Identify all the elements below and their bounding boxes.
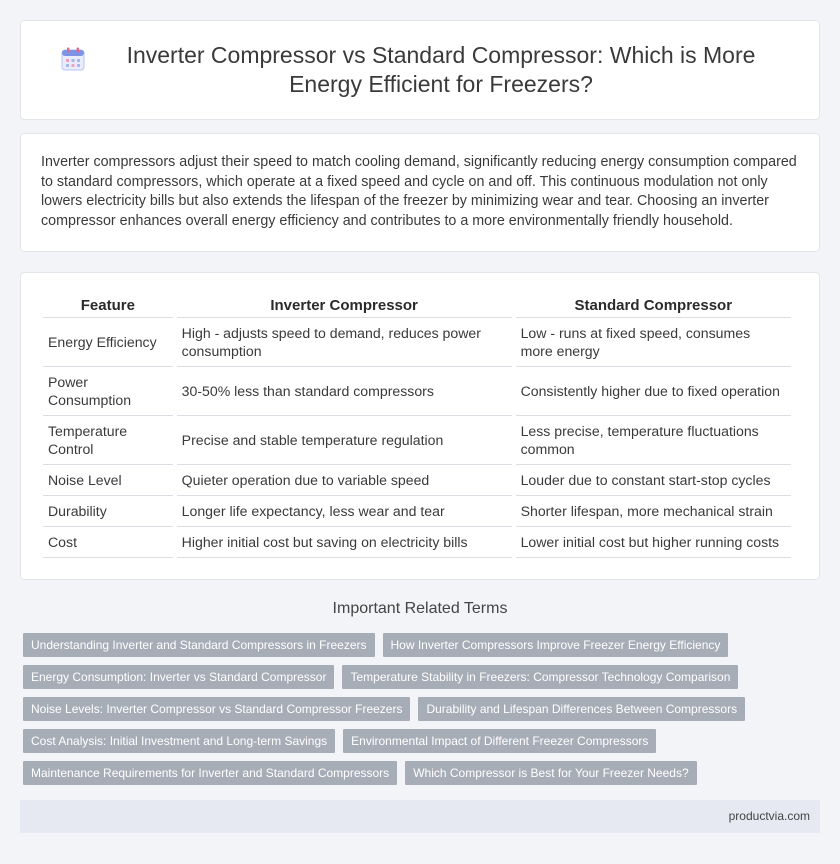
intro-card	[20, 133, 820, 252]
footer	[20, 800, 820, 833]
table-cell: Energy Efficiency	[43, 318, 173, 367]
header-standard: Standard Compressor	[516, 293, 791, 318]
table-row	[43, 367, 791, 416]
table-row	[43, 527, 791, 558]
comparison-card	[20, 272, 820, 580]
header-inverter: Inverter Compressor	[177, 293, 512, 318]
table-row	[43, 496, 791, 527]
table-cell: Louder due to constant start-stop cycles	[516, 465, 791, 496]
related-term-tag[interactable]: Which Compressor is Best for Your Freezer Needs?	[405, 761, 696, 785]
table-header-row	[43, 293, 791, 318]
related-term-tag[interactable]: Durability and Lifespan Differences Between Compressors	[418, 697, 745, 721]
calendar-icon	[60, 46, 86, 72]
table-cell: Longer life expectancy, less wear and tear	[177, 496, 512, 527]
related-terms-list	[23, 633, 823, 793]
related-term-tag[interactable]: Cost Analysis: Initial Investment and Long-term Savings	[23, 729, 335, 753]
comparison-table	[39, 293, 795, 558]
table-cell: Temperature Control	[43, 416, 173, 465]
intro-paragraph: Inverter compressors adjust their speed to match cooling demand, significantly reducing energy consumption compared to standard compressors, which operate at a fixed speed and cycle on and off. This continuous modulation not only lowers electricity bills but also extends the lifespan of the freezer by minimizing wear and tear. Choosing an inverter compressor enhances overall energy efficiency and contributes to a more environmentally friendly household.	[41, 154, 797, 229]
table-cell: Lower initial cost but higher running costs	[516, 527, 791, 558]
related-terms-heading: Important Related Terms	[332, 600, 508, 617]
related-term-tag[interactable]: Noise Levels: Inverter Compressor vs Standard Compressor Freezers	[23, 697, 410, 721]
table-cell: Power Consumption	[43, 367, 173, 416]
table-row	[43, 318, 791, 367]
table-cell: Durability	[43, 496, 173, 527]
table-cell: Higher initial cost but saving on electricity bills	[177, 527, 512, 558]
table-cell: Noise Level	[43, 465, 173, 496]
page-title: Inverter Compressor vs Standard Compressor: Which is More Energy Efficient for Freezers?	[126, 42, 756, 97]
related-term-tag[interactable]: Temperature Stability in Freezers: Compressor Technology Comparison	[342, 665, 738, 689]
table-cell: Cost	[43, 527, 173, 558]
table-cell: 30-50% less than standard compressors	[177, 367, 512, 416]
related-term-tag[interactable]: Understanding Inverter and Standard Compressors in Freezers	[23, 633, 375, 657]
related-term-tag[interactable]: Maintenance Requirements for Inverter and Standard Compressors	[23, 761, 397, 785]
table-cell: High - adjusts speed to demand, reduces power consumption	[177, 318, 512, 367]
table-cell: Shorter lifespan, more mechanical strain	[516, 496, 791, 527]
related-term-tag[interactable]: Energy Consumption: Inverter vs Standard Compressor	[23, 665, 334, 689]
table-cell: Low - runs at fixed speed, consumes more energy	[516, 318, 791, 367]
table-cell: Consistently higher due to fixed operation	[516, 367, 791, 416]
table-cell: Precise and stable temperature regulation	[177, 416, 512, 465]
title-card	[20, 20, 820, 120]
related-term-tag[interactable]: How Inverter Compressors Improve Freezer Energy Efficiency	[383, 633, 729, 657]
table-row	[43, 465, 791, 496]
table-cell: Less precise, temperature fluctuations common	[516, 416, 791, 465]
footer-site-link[interactable]: productvia.com	[728, 809, 810, 823]
related-term-tag[interactable]: Environmental Impact of Different Freezer Compressors	[343, 729, 656, 753]
header-feature: Feature	[43, 293, 173, 318]
table-row	[43, 416, 791, 465]
table-cell: Quieter operation due to variable speed	[177, 465, 512, 496]
